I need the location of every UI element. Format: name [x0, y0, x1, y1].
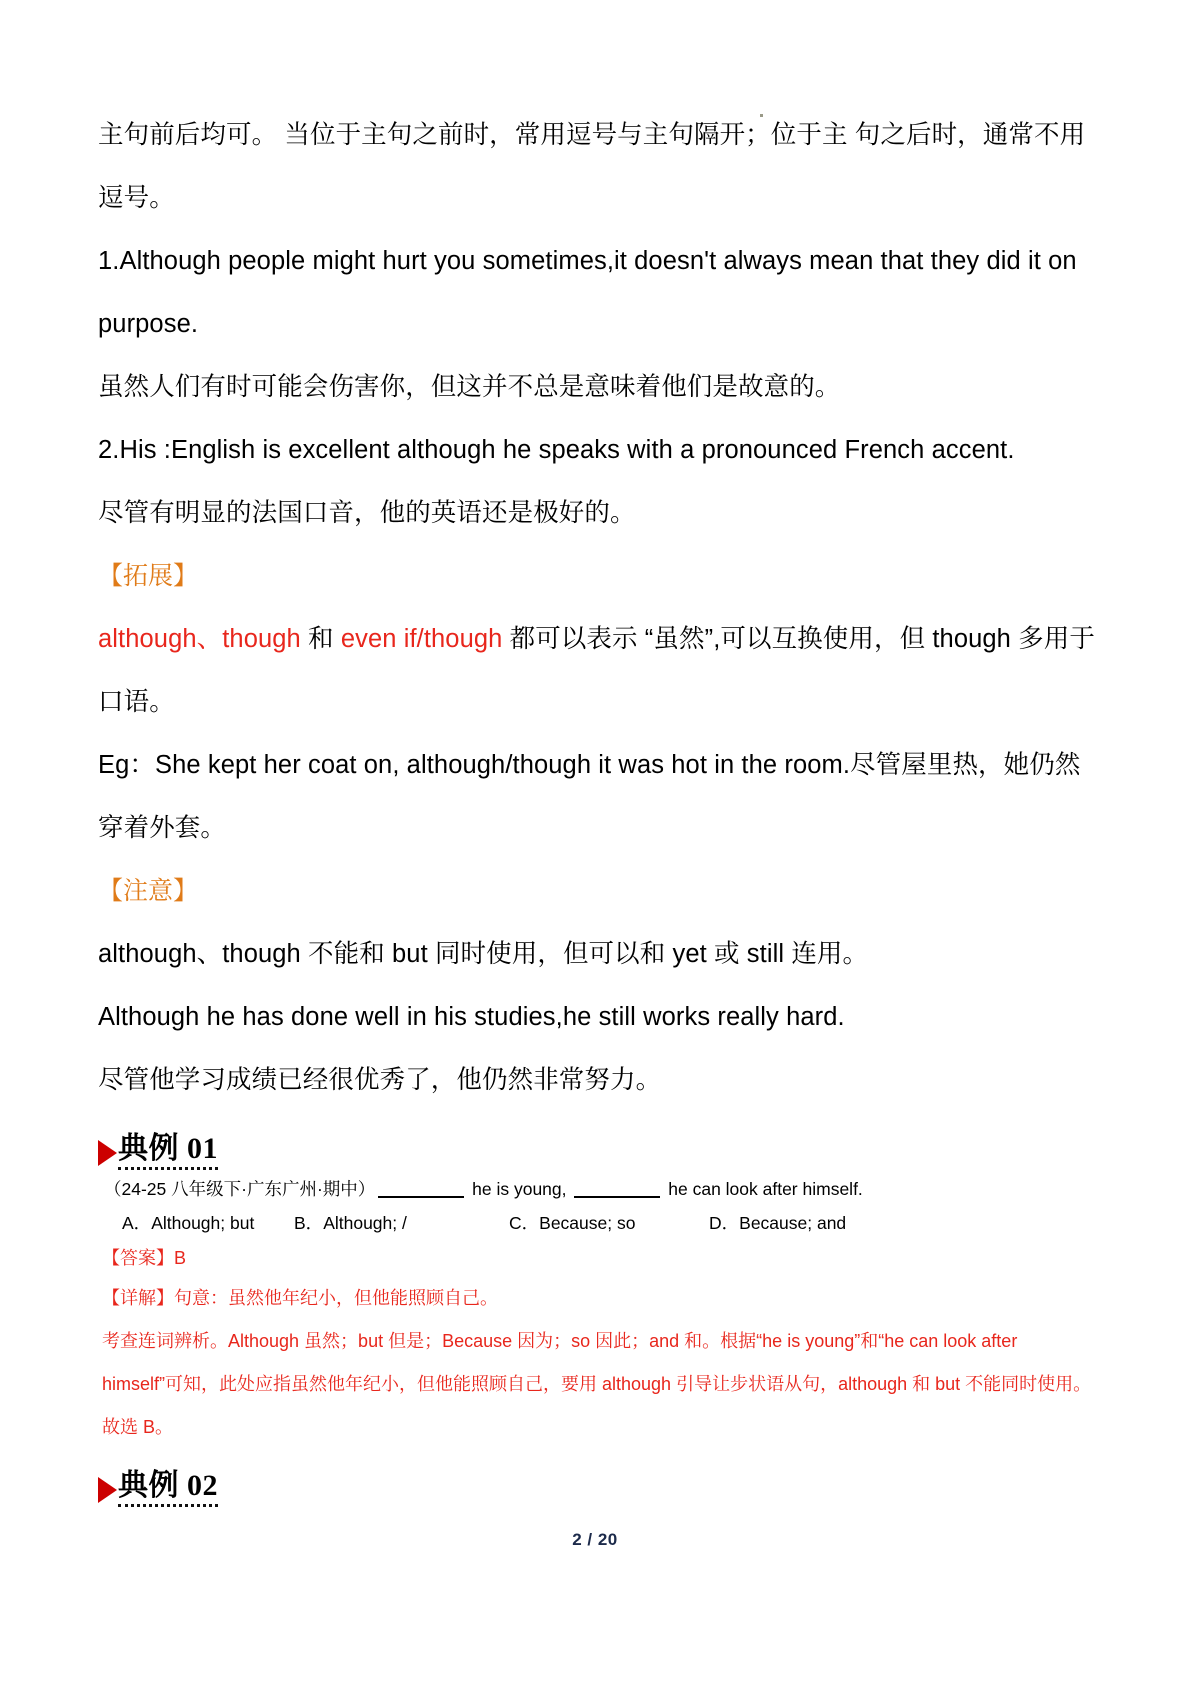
option-b[interactable] [294, 1206, 509, 1240]
extension-rule-paragraph [98, 608, 1098, 734]
example-sentence-2-zh: 尽管有明显的法国口音，他的英语还是极好的。 [98, 499, 636, 527]
option-a-letter: A． [122, 1213, 152, 1233]
answer-value: B [174, 1248, 187, 1268]
extension-rule-text: 都可以表示 “虽然”,可以互换使用，但 though 多用于口语。 [98, 625, 1095, 716]
answer-label: 【答案】 [102, 1248, 174, 1268]
example-01-answer [98, 1240, 1098, 1277]
option-a[interactable] [122, 1206, 294, 1240]
option-c-letter: C． [509, 1213, 540, 1233]
option-b-text: Although; / [323, 1213, 407, 1233]
extension-eg-line: Eg：She kept her coat on, although/though it was hot in the room.尽管屋里热，她仍然穿着外套。 [98, 751, 1081, 842]
answer-blank-1 [378, 1196, 464, 1198]
attention-rule: although、though 不能和 but 同时使用，但可以和 yet 或 still 连用。 [98, 940, 869, 968]
attention-example-en: Although he has done well in his studies,he still works really hard. [98, 1003, 845, 1031]
option-d[interactable] [709, 1206, 909, 1240]
option-b-letter: B． [294, 1213, 324, 1233]
option-c-text: Because; so [539, 1213, 636, 1233]
extension-heading: 【拓展】 [98, 562, 199, 590]
example-01-title: 典例 01 [118, 1132, 218, 1170]
example-01-heading [98, 1130, 1098, 1170]
explanation-label: 【详解】 [102, 1288, 174, 1308]
example-02-heading [98, 1467, 1098, 1507]
explanation-meaning-text: 句意：虽然他年纪小，但他能照顾自己。 [174, 1288, 498, 1308]
example-01-explanation-body: 考查连词辨析。Although 虽然；but 但是；Because 因为；so 因此；and 和。根据“he is young”和“he can look after himself”可知，此处应指虽然他年纪小，但他能照顾自己，要用 although 引导让步状语从句，although 和 but 不能同时使用。故选 B。 [102, 1331, 1092, 1437]
answer-blank-2 [574, 1196, 660, 1198]
question-stem-part-2: he can look after himself. [663, 1179, 863, 1199]
attention-heading: 【注意】 [98, 877, 199, 905]
page-number-footer: 2 / 20 [572, 1530, 618, 1549]
option-a-text: Although; but [151, 1213, 255, 1233]
option-c[interactable] [509, 1206, 709, 1240]
triangle-right-icon [98, 1477, 117, 1503]
question-source: （24-25 八年级下·广东广州·期中） [104, 1179, 376, 1199]
example-02-title: 典例 02 [118, 1469, 218, 1507]
example-sentence-1-zh: 虽然人们有时可能会伤害你，但这并不总是意味着他们是故意的。 [98, 373, 841, 401]
example-01-explanation-meaning [98, 1277, 1098, 1320]
page-content [98, 104, 1098, 1509]
extension-term-group-1: although、though [98, 625, 301, 653]
question-stem-part-1: he is young, [467, 1179, 572, 1199]
attention-example-zh: 尽管他学习成绩已经很优秀了，他仍然非常努力。 [98, 1066, 662, 1094]
example-01-options [98, 1206, 1098, 1240]
triangle-right-icon [98, 1140, 117, 1166]
intro-paragraph: 主句前后均可。 当位于主句之前时，常用逗号与主句隔开；位于主 句之后时，通常不用逗号。 [98, 121, 1086, 212]
example-01-question [98, 1172, 1098, 1206]
example-sentence-2-en: 2.His :English is excellent although he speaks with a pronounced French accent. [98, 436, 1015, 464]
example-sentence-1-en: 1.Although people might hurt you sometimes,it doesn't always mean that they did it on purpose. [98, 247, 1077, 338]
option-d-text: Because; and [739, 1213, 847, 1233]
extension-conjunction: 和 [300, 625, 341, 653]
extension-term-group-2: even if/though [340, 625, 503, 653]
option-d-letter: D． [709, 1213, 740, 1233]
